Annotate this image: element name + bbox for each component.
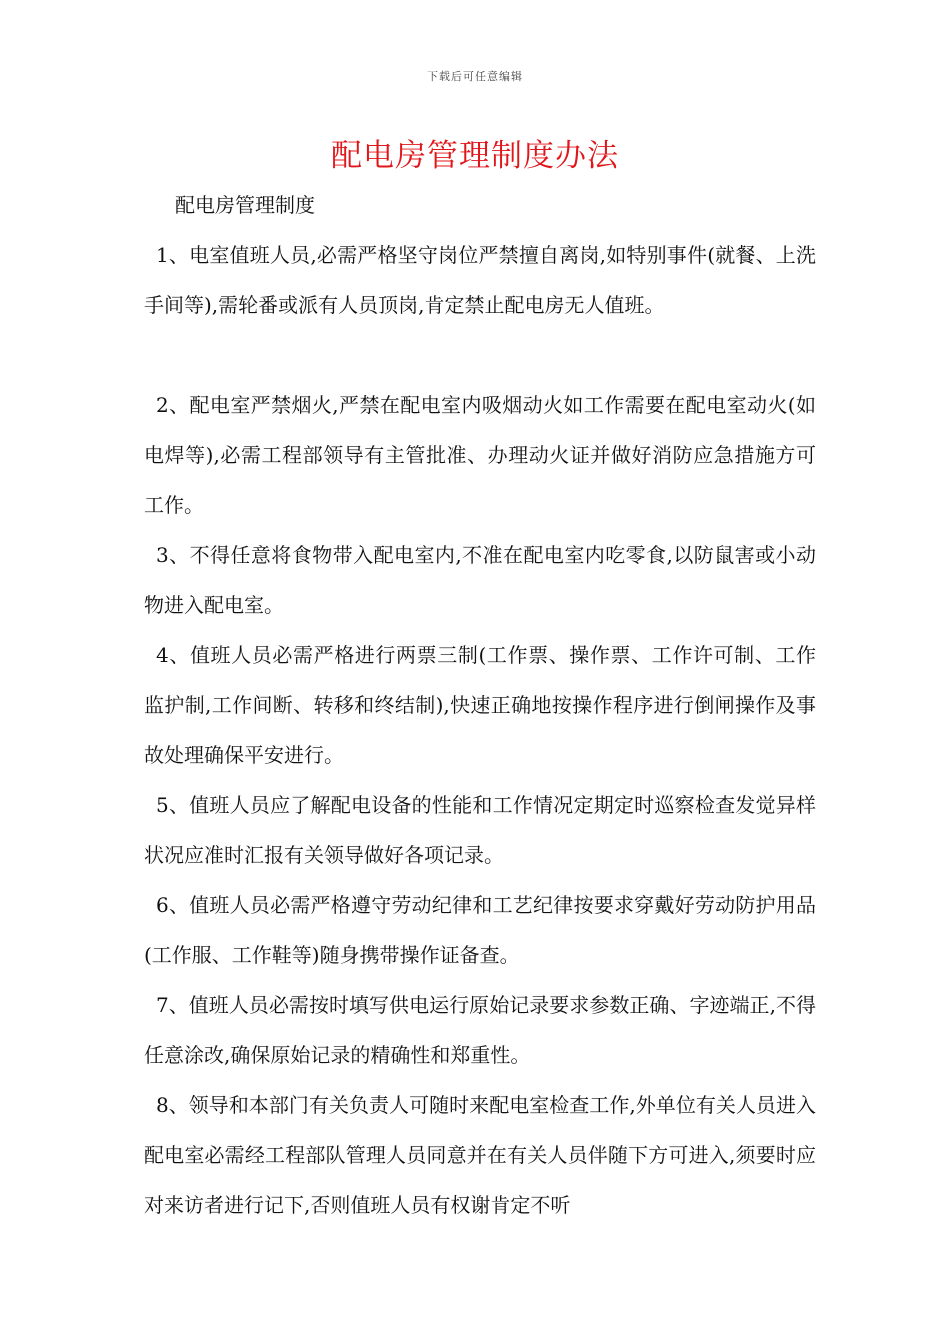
rule-paragraph-4: 4、值班人员必需严格进行两票三制(工作票、操作票、工作许可制、工作监护制,工作间断、转移和终结制),快速正确地按操作程序进行倒闸操作及事故处理确保平安进行。 [144,643,816,767]
rule-paragraph-2: 2、配电室严禁烟火,严禁在配电室内吸烟动火如工作需要在配电室动火(如电焊等),必需工程部领导有主管批准、办理动火证并做好消防应急措施方可工作。 [144,393,816,517]
rule-paragraph-6: 6、值班人员必需严格遵守劳动纪律和工艺纪律按要求穿戴好劳动防护用品(工作服、工作鞋等)随身携带操作证备查。 [144,893,816,967]
rule-paragraph-3: 3、不得任意将食物带入配电室内,不准在配电室内吃零食,以防鼠害或小动物进入配电室。 [144,543,816,617]
rule-paragraph-7: 7、值班人员必需按时填写供电运行原始记录要求参数正确、字迹端正,不得任意涂改,确保原始记录的精确性和郑重性。 [144,993,816,1067]
rule-paragraph-8: 8、领导和本部门有关负责人可随时来配电室检查工作,外单位有关人员进入配电室必需经工程部队管理人员同意并在有关人员伴随下方可进入,须要时应对来访者进行记下,否则值班人员有权谢肯定不听 [144,1093,816,1217]
document-body [144,180,816,1230]
page-header: 下载后可任意编辑 [427,70,523,83]
section-heading: 配电房管理制度 [175,193,315,217]
blank-line [144,330,816,380]
rule-paragraph-5: 5、值班人员应了解配电设备的性能和工作情况定期定时巡察检查发觉异样状况应准时汇报有关领导做好各项记录。 [144,793,816,867]
rule-paragraph-1: 1、电室值班人员,必需严格坚守岗位严禁擅自离岗,如特别事件(就餐、上洗手间等),需轮番或派有人员顶岗,肯定禁止配电房无人值班。 [144,243,816,317]
document-title: 配电房管理制度办法 [331,138,619,174]
